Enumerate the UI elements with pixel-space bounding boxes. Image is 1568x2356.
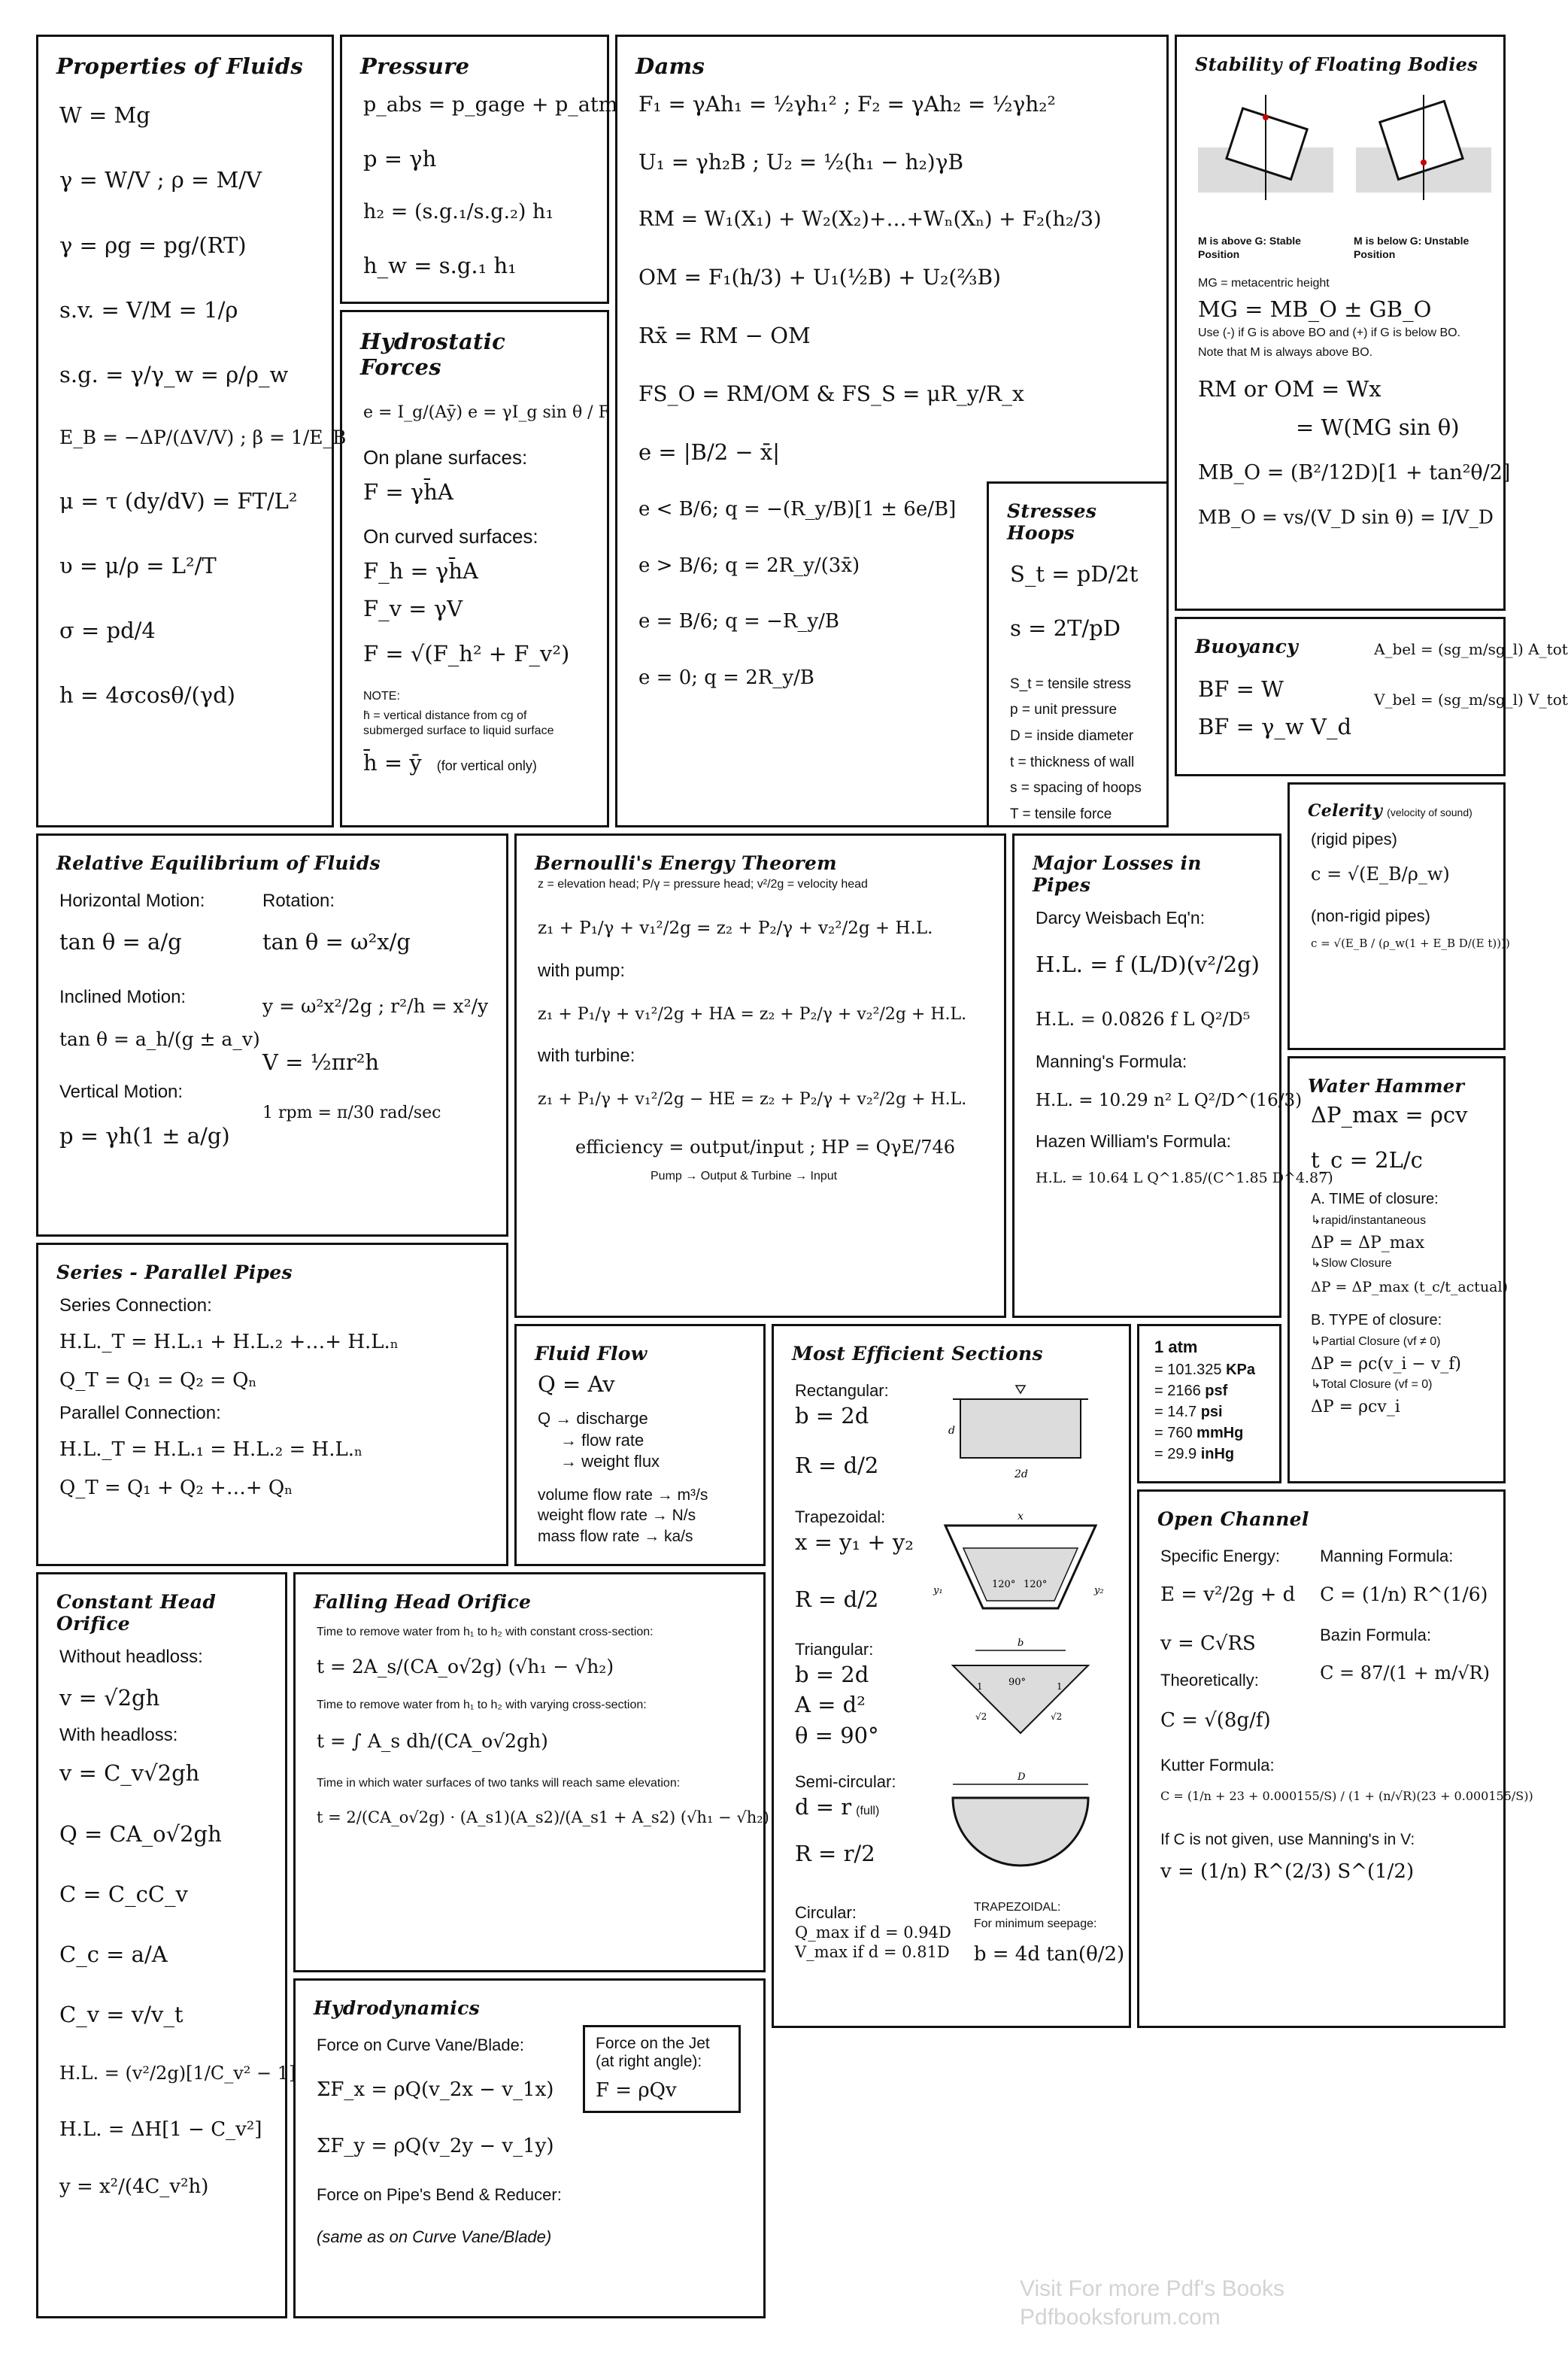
celerity-box bbox=[1287, 782, 1510, 1050]
pressure-box bbox=[340, 35, 618, 304]
bend-label: Force on Pipe's Bend & Reducer: bbox=[317, 2185, 562, 2204]
circ-row bbox=[787, 1899, 1125, 1978]
equation: E = v²/2g + d bbox=[1160, 1583, 1296, 1606]
atm-line bbox=[1154, 1381, 1272, 1401]
flow-box bbox=[514, 1324, 766, 1566]
equation: ΔP_max = ρcv bbox=[1311, 1102, 1468, 1128]
equation: υ = μ/ρ = L²/T bbox=[59, 552, 217, 578]
equation: ΔP = ρc(v_i − v_f) bbox=[1311, 1354, 1461, 1374]
equation: MG = MB_O ± GB_O bbox=[1198, 296, 1432, 322]
atm-value: = 29.9 bbox=[1154, 1445, 1201, 1462]
equation: OM = F₁(h/3) + U₁(½B) + U₂(⅔B) bbox=[638, 264, 1001, 290]
equation: σ = pd/4 bbox=[59, 618, 156, 643]
equation: z₁ + P₁/γ + v₁²/2g − HE = z₂ + P₂/γ + v₂²/2g + H.L. bbox=[538, 1090, 967, 1110]
equation: v = (1/n) R^(2/3) S^(1/2) bbox=[1160, 1860, 1415, 1883]
equation: F = ρQv bbox=[596, 2079, 677, 2102]
floating-body-figure bbox=[1190, 87, 1491, 238]
constant-equations bbox=[52, 1759, 296, 2209]
equation: 1 rpm = π/30 rad/sec bbox=[262, 1103, 441, 1122]
rect-d-label: d bbox=[948, 1425, 955, 1437]
flow-line: → weight flux bbox=[560, 1452, 660, 1471]
mg-note: Use (-) if G is above BO and (+) if G is below BO. bbox=[1198, 326, 1460, 340]
falling-box bbox=[293, 1572, 769, 1972]
equation: s = 2T/pD bbox=[1010, 615, 1121, 642]
flow-rate: weight flow rate → N/s bbox=[538, 1507, 696, 1525]
trap-text bbox=[787, 1503, 930, 1624]
rigid-label: (rigid pipes) bbox=[1311, 830, 1397, 849]
stresses-title: Stresses Hoops bbox=[1007, 500, 1097, 544]
jet-box bbox=[583, 2025, 741, 2113]
note-text: h̄ = vertical distance from cg of submerged surface to liquid surface bbox=[363, 709, 554, 737]
equation: γ = W/V ; ρ = M/V bbox=[59, 167, 262, 193]
rect-2d-label: 2d bbox=[1014, 1468, 1028, 1480]
stresses-box bbox=[987, 481, 1169, 827]
equation: V_max if d = 0.81D bbox=[795, 1943, 950, 1962]
equation: efficiency = output/input ; HP = QγE/746 bbox=[575, 1136, 955, 1158]
hydrodynamics-row bbox=[309, 2031, 750, 2169]
with-label: With headloss: bbox=[59, 1725, 178, 1746]
equation: b = 2d bbox=[795, 1403, 869, 1428]
tri-label: Triangular: bbox=[795, 1640, 874, 1659]
equation: b = 4d tan(θ/2) bbox=[973, 1943, 1125, 1966]
constant-title: Constant Head Orifice bbox=[56, 1591, 217, 1635]
atm-line bbox=[1154, 1402, 1272, 1422]
atm-title: 1 atm bbox=[1154, 1337, 1198, 1356]
equation: p = γh bbox=[363, 145, 437, 172]
trap-x-label: x bbox=[1018, 1510, 1024, 1523]
equation: Rx̄ = RM − OM bbox=[638, 322, 811, 348]
equation: x = y₁ + y₂ bbox=[795, 1529, 914, 1555]
stability-title: Stability of Floating Bodies bbox=[1195, 53, 1479, 75]
equation: h = 4σcosθ/(γd) bbox=[59, 682, 235, 709]
buoyancy-row bbox=[1190, 633, 1568, 751]
buoyancy-right bbox=[1366, 640, 1568, 720]
celerity-header bbox=[1303, 798, 1490, 825]
equation: V_bel = (sg_m/sg_l) V_tot bbox=[1374, 691, 1568, 709]
atm-unit: mmHg bbox=[1196, 1424, 1244, 1441]
equation: H.L. = (v²/2g)[1/C_v² − 1] bbox=[59, 2062, 296, 2084]
legend-item: p = unit pressure bbox=[1010, 702, 1118, 718]
equation: C_v = v/v_t bbox=[59, 2002, 183, 2028]
atm-line bbox=[1154, 1423, 1272, 1443]
celerity-subtitle: (velocity of sound) bbox=[1387, 806, 1472, 818]
relative-right bbox=[255, 886, 488, 1134]
closure-item: ↳Total Closure (vf = 0) bbox=[1311, 1378, 1433, 1392]
jet-label: Force on the Jet (at right angle): bbox=[596, 2035, 710, 2070]
stability-captions bbox=[1190, 233, 1490, 266]
oc-left bbox=[1153, 1542, 1305, 1744]
equation: e > B/6; q = 2R_y/(3x̄) bbox=[638, 554, 860, 577]
atm-box bbox=[1137, 1324, 1281, 1483]
equation: Q_T = Q₁ = Q₂ = Qₙ bbox=[59, 1368, 257, 1392]
circ-text bbox=[787, 1899, 951, 1973]
buoyancy-left bbox=[1190, 633, 1351, 751]
pump-label: with pump: bbox=[538, 960, 626, 981]
equation: W = Mg bbox=[59, 102, 150, 128]
rect-text bbox=[787, 1377, 930, 1490]
equation: H.L._T = H.L.₁ + H.L.₂ +…+ H.L.ₙ bbox=[59, 1331, 399, 1353]
equation: C = (1/n) R^(1/6) bbox=[1320, 1583, 1488, 1605]
equation: C = √(8g/f) bbox=[1160, 1709, 1271, 1732]
trap2-label: TRAPEZOIDAL: bbox=[973, 1901, 1061, 1914]
semi-eq-row bbox=[787, 1793, 930, 1831]
rectangular-section-figure bbox=[930, 1377, 1111, 1497]
equation: MB_O = (B²/12D)[1 + tan²θ/2] bbox=[1198, 460, 1511, 484]
rect-label: Rectangular: bbox=[795, 1381, 889, 1400]
dams-title: Dams bbox=[635, 53, 705, 79]
equation: z₁ + P₁/γ + v₁²/2g + HA = z₂ + P₂/γ + v₂²/2g + H.L. bbox=[538, 1004, 967, 1024]
hydrostatic-box bbox=[340, 310, 609, 827]
kutter-label: Kutter Formula: bbox=[1160, 1755, 1275, 1775]
properties-equations bbox=[52, 102, 347, 720]
tri-sqrt2-label: √2 bbox=[1051, 1711, 1063, 1722]
equation: H.L. = 10.29 n² L Q²/D^(16/3) bbox=[1036, 1091, 1303, 1111]
time-closure-label: A. TIME of closure: bbox=[1311, 1190, 1439, 1207]
equation: Q_max if d = 0.94D bbox=[795, 1923, 951, 1942]
open-channel-box bbox=[1137, 1489, 1533, 2028]
equation: e = |B/2 − x̄| bbox=[638, 439, 781, 465]
atm-value: = 2166 bbox=[1154, 1382, 1206, 1399]
atm-value: = 14.7 bbox=[1154, 1403, 1201, 1420]
equation: H.L. = 10.64 L Q^1.85/(C^1.85 D^4.87) bbox=[1036, 1170, 1333, 1186]
equation: μ = τ (dy/dV) = FT/L² bbox=[59, 487, 298, 514]
equation: A_bel = (sg_m/sg_l) A_tot bbox=[1374, 640, 1568, 658]
equation: Q = Av bbox=[538, 1371, 615, 1397]
tri-b-label: b bbox=[1018, 1638, 1024, 1649]
atm-unit: inHg bbox=[1200, 1445, 1235, 1462]
falling-description: Time to remove water from h₁ to h₂ with varying cross-section: bbox=[317, 1699, 647, 1712]
rect-row bbox=[787, 1377, 1115, 1497]
parallel-label: Parallel Connection: bbox=[59, 1403, 221, 1423]
stable-caption: M is above G: Stable Position bbox=[1198, 235, 1301, 260]
equation: b = 2d bbox=[795, 1662, 869, 1687]
falling-description: Time to remove water from h₁ to h₂ with constant cross-section: bbox=[317, 1626, 654, 1638]
series-label: Series Connection: bbox=[59, 1295, 212, 1316]
oc-note: If C is not given, use Manning's in V: bbox=[1160, 1830, 1415, 1848]
trap-angle-label: 120° bbox=[992, 1579, 1016, 1590]
flow-line: Q → discharge bbox=[538, 1409, 648, 1428]
tri-row bbox=[787, 1635, 1115, 1763]
trap2-note: For minimum seepage: bbox=[973, 1917, 1097, 1930]
equation: S_t = pD/2t bbox=[1010, 561, 1139, 587]
equation: θ = 90° bbox=[795, 1722, 879, 1748]
major-title: Major Losses in Pipes bbox=[1033, 852, 1202, 896]
equation: ΣF_y = ρQ(v_2y − v_1y) bbox=[317, 2134, 554, 2157]
oc-right bbox=[1312, 1542, 1490, 1695]
equation: C = (1/n + 23 + 0.000155/S) / (1 + (n/√R)(23 + 0.000155/S)) bbox=[1160, 1788, 1533, 1803]
equation: v = √2gh bbox=[59, 1685, 160, 1711]
trapezoidal-section-figure bbox=[930, 1503, 1111, 1631]
trap2-text bbox=[966, 1899, 1124, 1978]
equation: y = ω²x²/2g ; r²/h = x²/y bbox=[262, 995, 489, 1018]
flow-line: → flow rate bbox=[560, 1430, 644, 1450]
horizontal-label: Horizontal Motion: bbox=[59, 891, 205, 911]
circ-label: Circular: bbox=[795, 1903, 857, 1922]
trap-label: Trapezoidal: bbox=[795, 1507, 886, 1526]
relative-title: Relative Equilibrium of Fluids bbox=[56, 852, 381, 874]
vertical-label: Vertical Motion: bbox=[59, 1081, 183, 1102]
oc-manning-label: Manning Formula: bbox=[1320, 1547, 1454, 1565]
equation: s.v. = V/M = 1/ρ bbox=[59, 296, 238, 323]
trap-row bbox=[787, 1503, 1115, 1631]
semi-label: Semi-circular: bbox=[795, 1772, 896, 1791]
legend-item: t = thickness of wall bbox=[1010, 754, 1135, 770]
relative-box bbox=[36, 833, 508, 1237]
mg-definition: MG = metacentric height bbox=[1198, 277, 1330, 290]
atm-unit: KPa bbox=[1226, 1361, 1255, 1378]
type-closure-label: B. TYPE of closure: bbox=[1311, 1311, 1442, 1328]
tri-angle-label: 90° bbox=[1008, 1677, 1027, 1688]
equation: F₁ = γAh₁ = ½γh₁² ; F₂ = γAh₂ = ½γh₂² bbox=[638, 92, 1056, 117]
closure-item: ↳Slow Closure bbox=[1311, 1257, 1392, 1270]
major-box bbox=[1012, 833, 1333, 1318]
tri-slope-label: 1 bbox=[1057, 1681, 1063, 1692]
equation: C = C_cC_v bbox=[59, 1881, 188, 1907]
relative-left bbox=[52, 886, 260, 1160]
note-label: NOTE: bbox=[363, 689, 400, 703]
equation: s.g. = γ/γ_w = ρ/ρ_w bbox=[59, 362, 289, 387]
semi-text bbox=[787, 1768, 930, 1878]
equation: v = C√RS bbox=[1160, 1632, 1256, 1655]
equation: H.L._T = H.L.₁ = H.L.₂ = H.L.ₙ bbox=[59, 1438, 363, 1461]
unstable-caption: M is below G: Unstable Position bbox=[1354, 235, 1469, 260]
equation: FS_O = RM/OM & FS_S = μR_y/R_x bbox=[638, 381, 1024, 406]
nonrigid-label: (non-rigid pipes) bbox=[1311, 906, 1430, 925]
without-label: Without headloss: bbox=[59, 1647, 203, 1667]
semi-D-label: D bbox=[1018, 1772, 1026, 1783]
hazen-label: Hazen William's Formula: bbox=[1036, 1131, 1231, 1151]
open-channel-title: Open Channel bbox=[1157, 1508, 1309, 1530]
equation: = W(MG sin θ) bbox=[1296, 414, 1460, 440]
flow-rate: volume flow rate → m³/s bbox=[538, 1486, 708, 1504]
bazin-label: Bazin Formula: bbox=[1320, 1626, 1432, 1645]
relative-columns bbox=[52, 886, 493, 1160]
turbine-label: with turbine: bbox=[538, 1046, 635, 1067]
equation: R = d/2 bbox=[795, 1586, 879, 1613]
legend-item: D = inside diameter bbox=[1010, 727, 1134, 744]
atm-line bbox=[1154, 1444, 1272, 1464]
series-title: Series - Parallel Pipes bbox=[56, 1261, 293, 1283]
triangular-section-figure bbox=[930, 1635, 1111, 1763]
equation: E_B = −ΔP/(ΔV/V) ; β = 1/E_B bbox=[59, 427, 347, 449]
equation: h₂ = (s.g.₁/s.g.₂) h₁ bbox=[363, 200, 554, 223]
equation: c = √(E_B/ρ_w) bbox=[1311, 864, 1450, 885]
semi-row bbox=[787, 1768, 1115, 1896]
tri-text bbox=[787, 1635, 930, 1759]
equation: C = 87/(1 + m/√R) bbox=[1320, 1662, 1490, 1684]
equation: F = √(F_h² + F_v²) bbox=[363, 641, 570, 667]
atm-unit: psf bbox=[1205, 1382, 1228, 1399]
equation: tan θ = ω²x/g bbox=[262, 929, 411, 955]
stability-box bbox=[1175, 35, 1511, 611]
closure-item: ↳rapid/instantaneous bbox=[1311, 1213, 1427, 1227]
equation: ΔP = ΔP_max bbox=[1311, 1233, 1425, 1252]
equation: h_w = s.g.₁ h₁ bbox=[363, 252, 517, 278]
equation: U₁ = γh₂B ; U₂ = ½(h₁ − h₂)γB bbox=[638, 150, 964, 175]
equation: t = 2/(CA_o√2g) · (A_s1)(A_s2)/(A_s1 + A_s2) (√h₁ − √h₂) bbox=[317, 1808, 769, 1826]
trap-angle-label: 120° bbox=[1024, 1579, 1048, 1590]
bernoulli-title: Bernoulli's Energy Theorem bbox=[535, 852, 837, 874]
legend-item: s = spacing of hoops bbox=[1010, 780, 1142, 797]
equation: BF = W bbox=[1198, 676, 1284, 702]
tri-sqrt2-label: √2 bbox=[975, 1711, 987, 1722]
flow-rate: mass flow rate → ka/s bbox=[538, 1527, 693, 1545]
equation: H.L. = ΔH[1 − C_v²] bbox=[59, 2118, 262, 2141]
equation: F_h = γh̄A bbox=[363, 557, 478, 584]
equation: t = 2A_s/(CA_o√2g) (√h₁ − √h₂) bbox=[317, 1656, 614, 1677]
equation: R = d/2 bbox=[795, 1453, 879, 1479]
equation: t_c = 2L/c bbox=[1311, 1147, 1423, 1173]
buoyancy-title: Buoyancy bbox=[1195, 636, 1299, 657]
equation: H.L. = f (L/D)(v²/2g) bbox=[1036, 952, 1260, 977]
equation: z₁ + P₁/γ + v₁²/2g = z₂ + P₂/γ + v₂²/2g + H.L. bbox=[538, 918, 933, 938]
equation: y = x²/(4C_v²h) bbox=[59, 2175, 209, 2198]
hydrostatic-title: Hydrostatic Forces bbox=[360, 329, 506, 380]
efficient-box bbox=[772, 1324, 1131, 2028]
equation: ΔP = ΔP_max (t_c/t_actual) bbox=[1311, 1279, 1508, 1295]
equation: A = d² bbox=[795, 1692, 866, 1718]
equation: tan θ = a/g bbox=[59, 929, 182, 955]
se-label: Specific Energy: bbox=[1160, 1547, 1280, 1565]
bend-note: (same as on Curve Vane/Blade) bbox=[317, 2227, 552, 2246]
equation: d = r bbox=[795, 1794, 852, 1820]
properties-box bbox=[36, 35, 347, 827]
falling-description: Time in which water surfaces of two tanks will reach same elevation: bbox=[317, 1776, 681, 1790]
bernoulli-subtitle: z = elevation head; P/γ = pressure head; v²/2g = velocity head bbox=[538, 878, 868, 891]
mg-note: Note that M is always above BO. bbox=[1198, 346, 1373, 360]
equation: R = r/2 bbox=[795, 1841, 875, 1867]
pressure-equations bbox=[356, 93, 618, 290]
equation: Q_T = Q₁ + Q₂ +…+ Qₙ bbox=[59, 1476, 293, 1499]
hydrodynamics-left bbox=[309, 2031, 572, 2169]
equation: Q = CA_o√2gh bbox=[59, 1820, 222, 1847]
equation: C_c = a/A bbox=[59, 1942, 168, 1967]
tri-slope-label: 1 bbox=[977, 1681, 983, 1692]
equation: V = ½πr²h bbox=[262, 1049, 380, 1075]
pressure-title: Pressure bbox=[360, 53, 470, 79]
falling-title: Falling Head Orifice bbox=[314, 1591, 532, 1613]
bernoulli-box bbox=[514, 833, 1006, 1318]
constant-box bbox=[36, 1572, 296, 2318]
flow-title: Fluid Flow bbox=[535, 1343, 648, 1365]
semi-note: (full) bbox=[856, 1805, 880, 1817]
atm-value: = 101.325 bbox=[1154, 1361, 1227, 1378]
manning-label: Manning's Formula: bbox=[1036, 1052, 1187, 1072]
equation: RM = W₁(X₁) + W₂(X₂)+…+Wₙ(Xₙ) + F₂(h₂/3) bbox=[638, 208, 1102, 231]
equation: RM or OM = Wx bbox=[1198, 376, 1381, 402]
darcy-label: Darcy Weisbach Eq'n: bbox=[1036, 908, 1206, 928]
atm-line bbox=[1154, 1360, 1272, 1380]
equation: p_abs = p_gage + p_atm bbox=[363, 93, 618, 117]
water-hammer-box bbox=[1287, 1056, 1506, 1483]
atm-value: = 760 bbox=[1154, 1424, 1197, 1441]
bernoulli-footer: Pump → Output & Turbine → Input bbox=[651, 1169, 838, 1183]
equation: BF = γ_w V_d bbox=[1198, 714, 1352, 740]
legend-item: T = tensile force bbox=[1010, 806, 1112, 822]
inclined-label: Inclined Motion: bbox=[59, 987, 187, 1008]
properties-title: Properties of Fluids bbox=[56, 53, 303, 79]
equation: ΣF_x = ρQ(v_2x − v_1x) bbox=[317, 2078, 554, 2101]
legend-item: S_t = tensile stress bbox=[1010, 676, 1132, 692]
atm-unit: psi bbox=[1200, 1403, 1223, 1420]
closure-item: ↳Partial Closure (vf ≠ 0) bbox=[1311, 1334, 1441, 1348]
trap-y2-label: y₂ bbox=[1094, 1585, 1104, 1596]
equation: v = C_v√2gh bbox=[59, 1760, 200, 1787]
rotation-label: Rotation: bbox=[262, 891, 335, 911]
equation: γ = ρg = pg/(RT) bbox=[59, 232, 247, 258]
hydrodynamics-title: Hydrodynamics bbox=[314, 1997, 481, 2019]
watermark-line: Pdfbooksforum.com bbox=[1020, 2305, 1221, 2330]
equation: F_v = γV bbox=[363, 596, 463, 621]
theoretical-label: Theoretically: bbox=[1160, 1671, 1259, 1690]
celerity-title: Celerity bbox=[1308, 801, 1383, 821]
equation: t = ∫ A_s dh/(CA_o√2gh) bbox=[317, 1730, 548, 1753]
equation: c = √(E_B / (ρ_w(1 + E_B D/(E t)))) bbox=[1311, 937, 1510, 950]
series-box bbox=[36, 1243, 508, 1566]
stresses-legend bbox=[1002, 672, 1153, 829]
water-hammer-title: Water Hammer bbox=[1308, 1075, 1465, 1097]
trap-y1-label: y₁ bbox=[933, 1585, 943, 1596]
curve-vane-label: Force on Curve Vane/Blade: bbox=[317, 2036, 524, 2054]
equation: e < B/6; q = −(R_y/B)[1 ± 6e/B] bbox=[638, 498, 957, 521]
equation: tan θ = a_h/(g ± a_v) bbox=[59, 1028, 260, 1051]
equation: h̄ = ȳ bbox=[363, 749, 422, 776]
vertical-note: (for vertical only) bbox=[436, 758, 537, 773]
buoyancy-box bbox=[1175, 617, 1568, 776]
semicircular-section-figure bbox=[930, 1768, 1111, 1896]
oc-top-row bbox=[1153, 1542, 1490, 1744]
equation: e = I_g/(Aȳ) e = γI_g sin θ / F bbox=[363, 403, 610, 422]
efficient-title: Most Efficient Sections bbox=[792, 1343, 1043, 1365]
equation: e = B/6; q = −R_y/B bbox=[638, 610, 840, 633]
equation: H.L. = 0.0826 f L Q²/D⁵ bbox=[1036, 1009, 1251, 1031]
equation: e = 0; q = 2R_y/B bbox=[638, 666, 814, 689]
equation: p = γh(1 ± a/g) bbox=[59, 1122, 230, 1149]
last-row bbox=[356, 749, 593, 787]
watermark-line: Visit For more Pdf's Books bbox=[1020, 2276, 1284, 2301]
equation: F = γh̄A bbox=[363, 478, 453, 505]
equation: MB_O = vs/(V_D sin θ) = I/V_D bbox=[1198, 506, 1494, 528]
hydrodynamics-box bbox=[293, 1978, 766, 2318]
curved-label: On curved surfaces: bbox=[363, 524, 538, 548]
plane-label: On plane surfaces: bbox=[363, 445, 528, 469]
equation: ΔP = ρcv_i bbox=[1311, 1398, 1400, 1417]
